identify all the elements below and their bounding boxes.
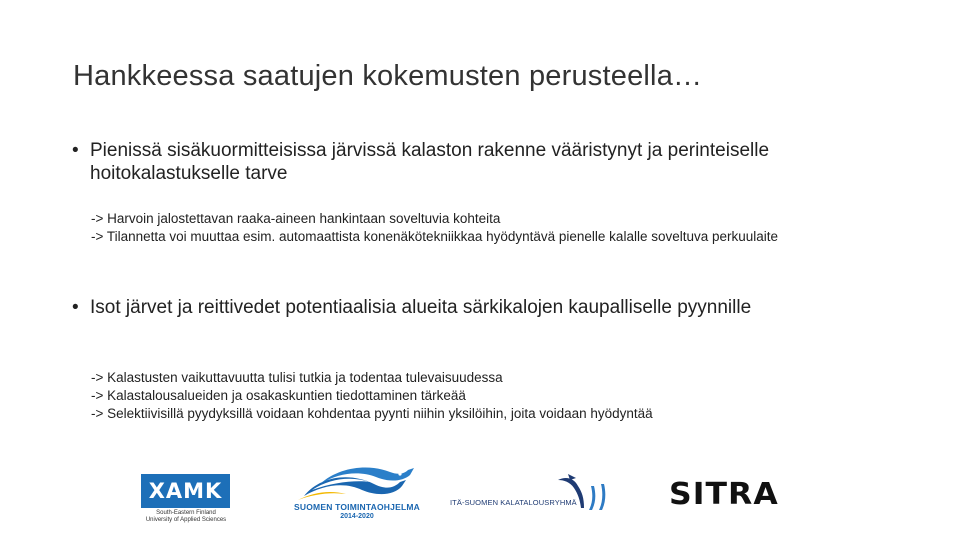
suomen-toimintaohjelma-logo (290, 462, 426, 526)
fish-waves-icon (290, 462, 426, 502)
xamk-logo-box: XAMK (141, 474, 230, 508)
ita-suomen-kalatalousryhma-logo (450, 468, 626, 516)
sub-point: -> Harvoin jalostettavan raaka-aineen hankintaan soveltuvia kohteita (91, 211, 501, 226)
suomen-logo-years: 2014-2020 (340, 513, 374, 520)
xamk-logo-subtitle: South-Eastern Finland University of Applied Sciences (145, 510, 227, 523)
sitra-logo-text: SITRA (669, 477, 779, 512)
xamk-logo (141, 474, 231, 529)
bird-waves-icon (450, 468, 626, 516)
sub-point: -> Selektiivisillä pyydyksillä voidaan kohdentaa pyynti niihin yksilöihin, joita voidaan hyödyntää (91, 406, 653, 421)
sub-points (91, 369, 851, 423)
sub-points (91, 210, 851, 246)
bullet-marker: • (72, 140, 79, 161)
suomen-logo-text: SUOMEN TOIMINTAOHJELMA (294, 502, 420, 512)
slide-title: Hankkeessa saatujen kokemusten perusteella… (73, 60, 703, 92)
sitra-logo (669, 477, 799, 512)
sub-point: -> Kalastalousalueiden ja osakaskuntien tiedottaminen tärkeää (91, 388, 466, 403)
bullet-marker: • (72, 297, 79, 318)
sub-point: -> Tilannetta voi muuttaa esim. automaattista konenäkötekniikkaa hyödyntävä pienelle kalalle soveltuva perkuulaite (91, 229, 779, 244)
bullet-text: Pienissä sisäkuormitteisissa järvissä kalaston rakenne vääristynyt ja perinteiselle hoitokalastukselle tarve (90, 140, 770, 184)
ita-suomen-logo-text: ITÄ-SUOMEN KALATALOUSRYHMÄ (450, 498, 577, 507)
bullet-text: Isot järvet ja reittivedet potentiaalisia alueita särkikalojen kaupalliselle pyynnille (90, 297, 752, 318)
sub-point: -> Kalastusten vaikuttavuutta tulisi tutkia ja todentaa tulevaisuudessa (91, 370, 503, 385)
